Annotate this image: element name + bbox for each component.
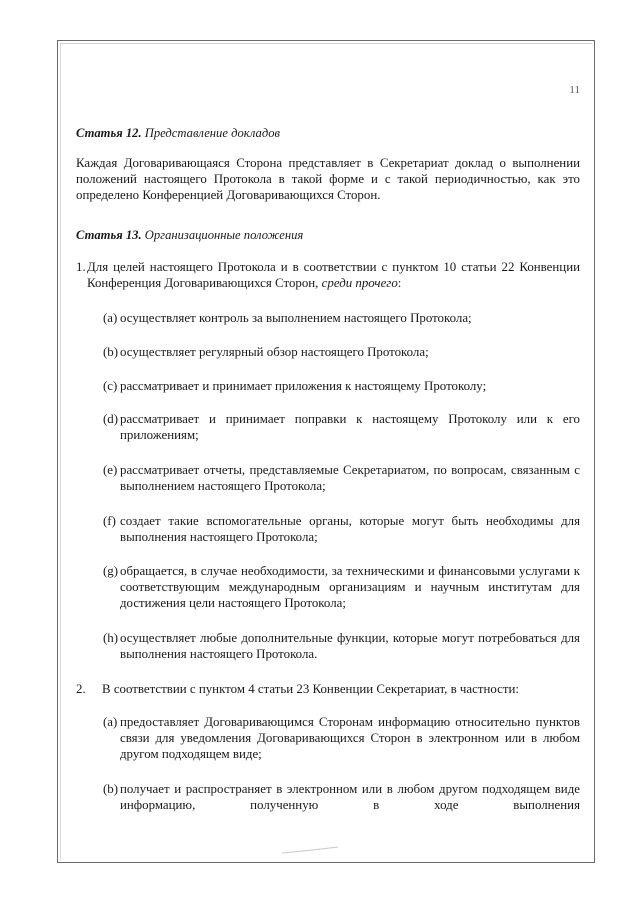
point-1-text-end: : (397, 276, 402, 290)
item-letter: (e) (103, 463, 118, 477)
item-text: предоставляет Договаривающимся Сторонам информацию относительно пунктов связи для уведомления Договаривающихся Сторон в электронном или в любом другом подходящем виде; (120, 715, 580, 761)
article-12-paragraph: Каждая Договаривающаяся Сторона представляет в Секретариат доклад о выполнении положений настоящего Протокола в такой форме и с такой периодичностью, как это определено Конференцией Договаривающихся Сторон. (76, 156, 580, 202)
page-number: 11 (569, 84, 580, 96)
item-text: осуществляет контроль за выполнением настоящего Протокола; (120, 311, 472, 325)
point-1-item-e (103, 462, 580, 494)
point-1-item-h (103, 630, 580, 662)
point-1-text (87, 259, 580, 291)
point-1-item-d (103, 411, 580, 443)
item-text: рассматривает и принимает поправки к настоящему Протоколу или к его приложениям; (120, 412, 580, 442)
item-text: создает такие вспомогательные органы, которые могут быть необходимы для выполнения настоящего Протокола; (120, 514, 580, 544)
point-1-text-main: Для целей настоящего Протокола и в соответствии с пунктом 10 статьи 22 Конвенции Конференция Договаривающихся Сторон, (87, 260, 580, 290)
item-letter: (c) (103, 379, 118, 393)
item-letter: (b) (103, 782, 119, 796)
point-1-text-italic: среди прочего (321, 276, 398, 290)
point-2-number: 2. (76, 682, 86, 696)
article-12-heading (76, 125, 280, 141)
article-12-label: Статья 12. (76, 126, 142, 140)
item-letter: (a) (103, 715, 118, 729)
item-text: получает и распространяет в электронном или в любом другом подходящем виде информацию, полученную в ходе выполнения (120, 782, 580, 812)
item-text: осуществляет любые дополнительные функции, которые могут потребоваться для выполнения настоящего Протокола. (120, 631, 580, 661)
point-1-item-c (103, 378, 580, 394)
point-1-item-g (103, 563, 580, 611)
item-letter: (a) (103, 311, 118, 325)
item-text: рассматривает отчеты, представляемые Секретариатом, по вопросам, связанным с выполнением настоящего Протокола; (120, 463, 580, 493)
article-13-title: Организационные положения (144, 228, 304, 242)
item-text: осуществляет регулярный обзор настоящего Протокола; (120, 345, 429, 359)
point-1-number: 1. (76, 260, 86, 274)
article-13-heading (76, 227, 303, 243)
item-letter: (h) (103, 631, 119, 645)
point-2-item-b (103, 781, 580, 813)
article-12-title: Представление докладов (144, 126, 280, 140)
point-1 (76, 259, 580, 291)
scan-artifact (280, 845, 340, 855)
point-2 (76, 681, 580, 697)
point-1-item-b (103, 344, 580, 360)
point-2-item-a (103, 714, 580, 762)
item-letter: (g) (103, 564, 119, 578)
item-letter: (d) (103, 412, 119, 426)
article-13-label: Статья 13. (76, 228, 142, 242)
item-text: рассматривает и принимает приложения к настоящему Протоколу; (120, 379, 487, 393)
item-letter: (b) (103, 345, 119, 359)
point-1-item-a (103, 310, 580, 326)
point-1-item-f (103, 513, 580, 545)
item-text: обращается, в случае необходимости, за техническими и финансовыми услугами к соответствующим международным организациям и научным институтам для достижения цели настоящего Протокола; (120, 564, 580, 610)
point-2-text: В соответствии с пунктом 4 статьи 23 Конвенции Секретариат, в частности: (102, 682, 519, 696)
item-letter: (f) (103, 514, 116, 528)
